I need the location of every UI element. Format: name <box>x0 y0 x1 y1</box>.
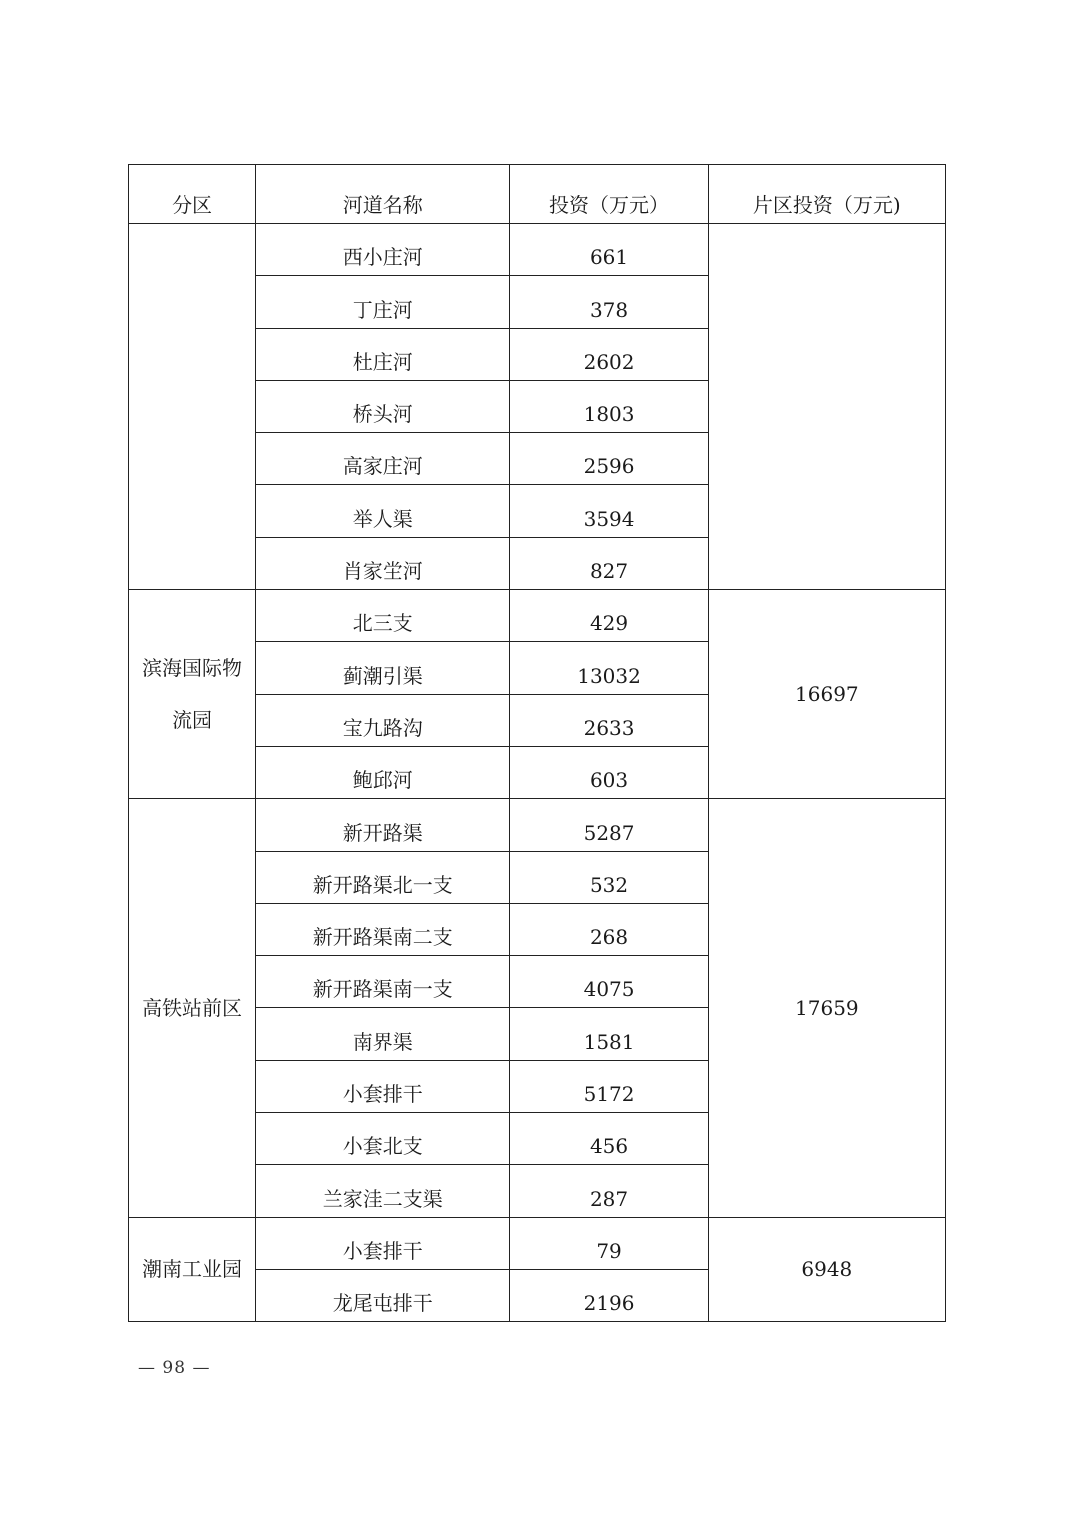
investment-cell: 5287 <box>510 799 708 851</box>
investment-cell: 456 <box>510 1113 708 1165</box>
area-investment-cell: 17659 <box>708 799 945 1217</box>
river-name-cell: 杜庄河 <box>256 328 510 380</box>
investment-cell: 1581 <box>510 1008 708 1060</box>
river-name-cell: 小套排干 <box>256 1060 510 1112</box>
investment-cell: 603 <box>510 746 708 798</box>
investment-cell: 2602 <box>510 328 708 380</box>
river-name-cell: 举人渠 <box>256 485 510 537</box>
area-investment-cell <box>708 224 945 590</box>
investment-cell: 661 <box>510 224 708 276</box>
investment-cell: 378 <box>510 276 708 328</box>
area-investment-cell: 16697 <box>708 590 945 799</box>
investment-cell: 287 <box>510 1165 708 1217</box>
river-name-cell: 新开路渠 <box>256 799 510 851</box>
investment-cell: 4075 <box>510 956 708 1008</box>
district-cell: 高铁站前区 <box>129 799 256 1217</box>
river-name-cell: 高家庄河 <box>256 433 510 485</box>
table-row <box>129 799 946 851</box>
river-name-cell: 龙尾屯排干 <box>256 1269 510 1321</box>
investment-cell: 827 <box>510 537 708 589</box>
river-name-cell: 小套排干 <box>256 1217 510 1269</box>
investment-cell: 2633 <box>510 694 708 746</box>
investment-cell: 532 <box>510 851 708 903</box>
header-area-investment: 片区投资（万元) <box>708 165 945 224</box>
river-name-cell: 肖家坣河 <box>256 537 510 589</box>
investment-cell: 429 <box>510 590 708 642</box>
river-name-cell: 宝九路沟 <box>256 694 510 746</box>
investment-cell: 13032 <box>510 642 708 694</box>
investment-cell: 79 <box>510 1217 708 1269</box>
district-cell: 滨海国际物流园 <box>129 590 256 799</box>
river-name-cell: 西小庄河 <box>256 224 510 276</box>
table-row <box>129 224 946 276</box>
river-name-cell: 新开路渠南一支 <box>256 956 510 1008</box>
investment-cell: 268 <box>510 903 708 955</box>
investment-cell: 2196 <box>510 1269 708 1321</box>
investment-table <box>128 164 946 1322</box>
table-header-row <box>129 165 946 224</box>
river-name-cell: 新开路渠南二支 <box>256 903 510 955</box>
header-district: 分区 <box>129 165 256 224</box>
river-name-cell: 新开路渠北一支 <box>256 851 510 903</box>
river-name-cell: 丁庄河 <box>256 276 510 328</box>
investment-cell: 5172 <box>510 1060 708 1112</box>
river-name-cell: 小套北支 <box>256 1113 510 1165</box>
district-cell <box>129 224 256 590</box>
river-name-cell: 鲍邱河 <box>256 746 510 798</box>
river-name-cell: 南界渠 <box>256 1008 510 1060</box>
page-number: — 98 — <box>138 1358 211 1378</box>
investment-cell: 3594 <box>510 485 708 537</box>
area-investment-cell: 6948 <box>708 1217 945 1322</box>
river-name-cell: 兰家洼二支渠 <box>256 1165 510 1217</box>
header-investment: 投资（万元） <box>510 165 708 224</box>
investment-cell: 1803 <box>510 380 708 432</box>
district-cell: 潮南工业园 <box>129 1217 256 1322</box>
river-name-cell: 北三支 <box>256 590 510 642</box>
river-name-cell: 桥头河 <box>256 380 510 432</box>
investment-cell: 2596 <box>510 433 708 485</box>
table-row <box>129 1217 946 1269</box>
table-body <box>129 165 946 1322</box>
header-river-name: 河道名称 <box>256 165 510 224</box>
table-row <box>129 590 946 642</box>
river-name-cell: 蓟潮引渠 <box>256 642 510 694</box>
